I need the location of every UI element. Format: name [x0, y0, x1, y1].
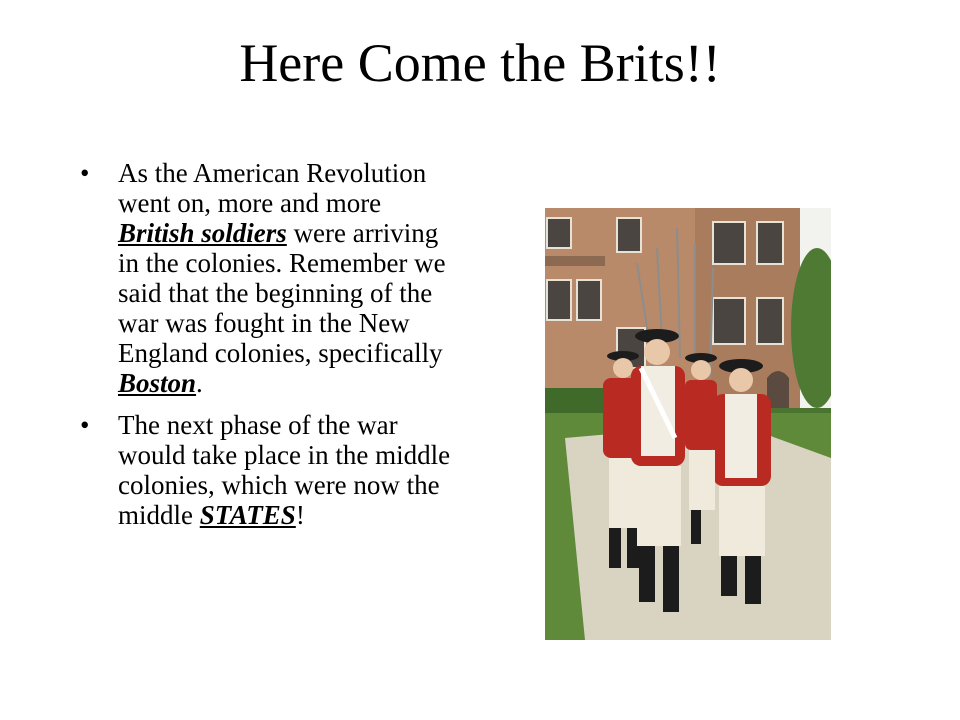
bullet-text	[118, 410, 450, 530]
bullet-item-british-soldiers	[80, 158, 460, 398]
text-segment: .	[196, 368, 203, 398]
emphasis-british-soldiers: British soldiers	[118, 218, 287, 248]
redcoat-soldiers-illustration	[545, 208, 831, 640]
emphasis-boston: Boston	[118, 368, 197, 398]
text-segment: The next phase of the war would take place in the middle colonies, which were now the middle	[118, 410, 451, 530]
text-segment: As the American Revolution went on, more and more	[118, 158, 427, 218]
bullet-list	[80, 158, 460, 542]
text-segment: !	[295, 500, 305, 530]
bullet-dot-icon: •	[80, 410, 90, 440]
redcoat-soldiers-marching-photo	[545, 208, 831, 640]
bullet-dot-icon: •	[80, 158, 90, 188]
text-segment: were arriving in the colonies. Remember we said that the beginning of the war was fought in the New England colonies, specifically	[118, 218, 446, 368]
bullet-text	[118, 158, 446, 398]
bullet-item-middle-states	[80, 410, 460, 530]
slide-title: Here Come the Brits!!	[239, 33, 721, 93]
emphasis-states: STATES	[199, 500, 296, 530]
